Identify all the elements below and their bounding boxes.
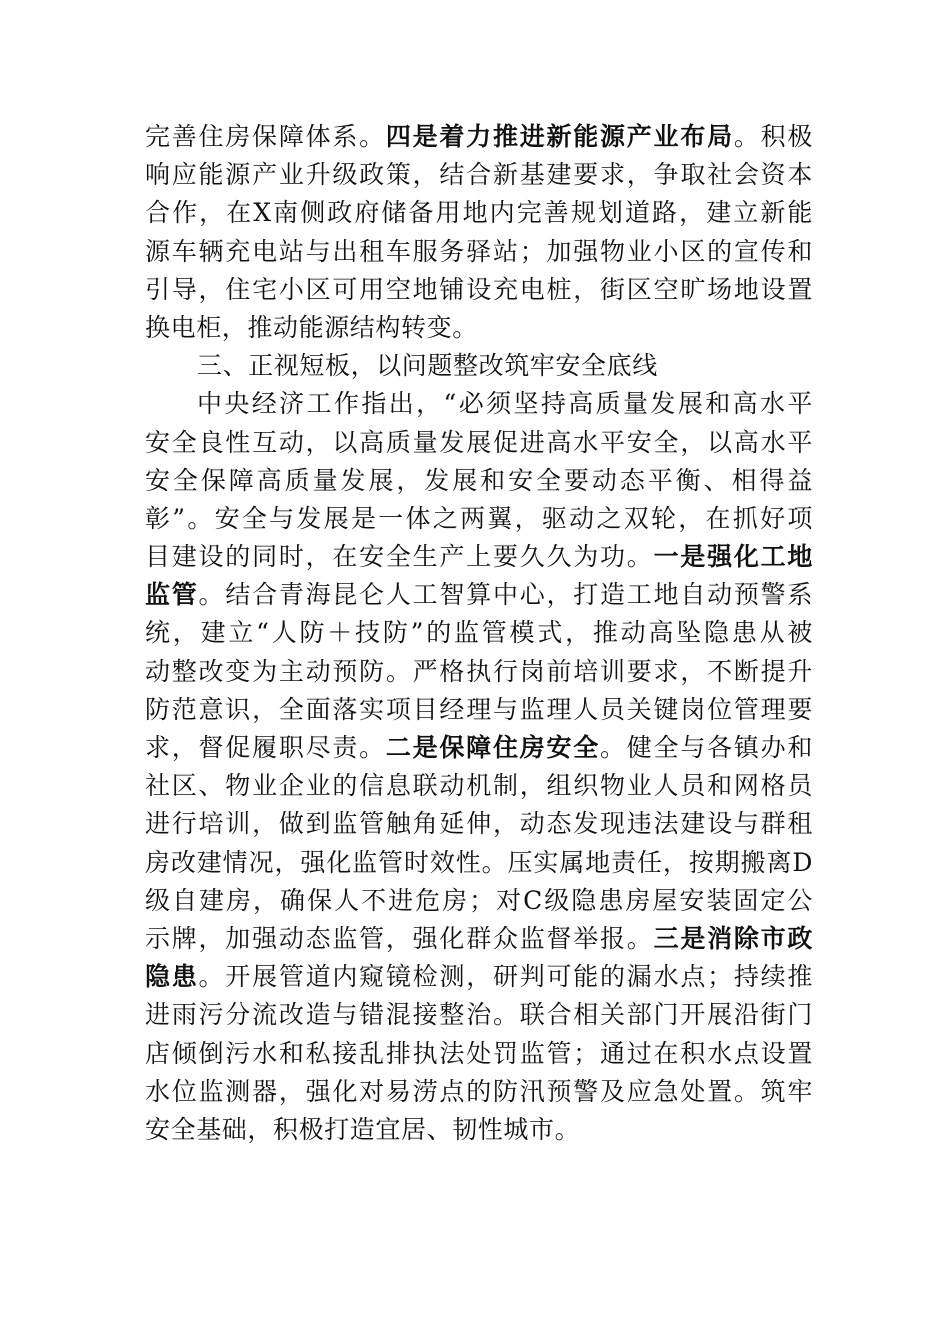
para2-line-1: 中央经济工作指出，“必须坚持高质量发展和高水平	[197, 389, 813, 419]
para1-line-2: 响应能源产业升级政策，结合新基建要求，争取社会资本	[145, 160, 813, 190]
para2-line-3: 安全保障高质量发展，发展和安全要动态平衡、相得益	[145, 465, 813, 495]
para2-text: 。健全与各镇办和	[600, 733, 813, 762]
para1-text: 。积极	[733, 122, 813, 151]
para1-line-4: 源车辆充电站与出租车服务驿站；加强物业小区的宣传和	[145, 236, 813, 266]
para2-line-2: 安全良性互动，以高质量发展促进高水平安全，以高水平	[145, 427, 813, 457]
para2-line-6	[145, 576, 813, 614]
para2-line-5	[145, 538, 813, 576]
para2-line-19: 水位监测器，强化对易涝点的防汛预警及应急处置。筑牢	[145, 1076, 813, 1106]
para2-line-12: 进行培训，做到监管触角延伸，动态发现违法建设与群租	[145, 809, 813, 839]
para2-line-17: 进雨污分流改造与错混接整治。联合相关部门开展沿街门	[145, 1000, 813, 1030]
para2-bold-point-one-end: 监管	[145, 580, 199, 610]
para1-text: 完善住房保障体系。	[145, 122, 386, 151]
para2-text: 。结合青海昆仑人工智算中心，打造工地自动预警系	[198, 580, 814, 610]
para2-line-11: 社区、物业企业的信息联动机制，组织物业人员和网格员	[145, 771, 813, 801]
para2-line-14: 级自建房，确保人不进危房；对C级隐患房屋安装固定公	[145, 885, 813, 915]
para2-line-8: 动整改变为主动预防。严格执行岗前培训要求，不断提升	[145, 656, 813, 686]
para2-line-9: 防范意识，全面落实项目经理与监理人员关键岗位管理要	[145, 694, 813, 724]
para1-line-5: 引导，住宅小区可用空地铺设充电桩，街区空旷场地设置	[145, 274, 813, 304]
para2-line-10	[145, 729, 813, 767]
para2-bold-point-two: 二是保障住房安全	[385, 733, 601, 762]
para2-text: 求，督促履职尽责。	[145, 733, 386, 762]
para2-text: 目建设的同时，在安全生产上要久久为功。	[145, 542, 654, 572]
section-heading-three: 三、正视短板，以问题整改筑牢安全底线	[197, 351, 658, 381]
para1-line-6: 换电柜，推动能源结构转变。	[145, 312, 478, 342]
para2-line-16	[145, 958, 813, 996]
para2-line-18: 店倾倒污水和私接乱排执法处罚监管；通过在积水点设置	[145, 1038, 813, 1068]
para1-line-1	[145, 118, 813, 156]
para2-text: 。开展管道内窥镜检测，研判可能的漏水点；持续推	[198, 962, 814, 992]
para2-line-7: 统，建立“人防＋技防”的监管模式，推动高坠隐患从被	[145, 618, 813, 648]
para2-bold-point-three: 三是消除市政	[653, 923, 813, 953]
para1-line-3: 合作，在X南侧政府储备用地内完善规划道路，建立新能	[145, 198, 813, 228]
para2-line-20: 安全基础，积极打造宜居、韧性城市。	[145, 1114, 581, 1144]
para1-bold-point-four: 四是着力推进新能源产业布局	[385, 122, 734, 151]
para2-text: 示牌，加强动态监管，强化群众监督举报。	[145, 923, 654, 953]
para2-line-13: 房改建情况，强化监管时效性。压实属地责任，按期搬离D	[145, 847, 813, 877]
para2-line-4: 彰”。安全与发展是一体之两翼，驱动之双轮，在抓好项	[145, 503, 813, 533]
para2-bold-point-three-end: 隐患	[145, 962, 199, 992]
para2-bold-point-one: 一是强化工地	[653, 542, 813, 572]
para2-line-15	[145, 920, 813, 958]
document-body	[145, 118, 813, 1149]
